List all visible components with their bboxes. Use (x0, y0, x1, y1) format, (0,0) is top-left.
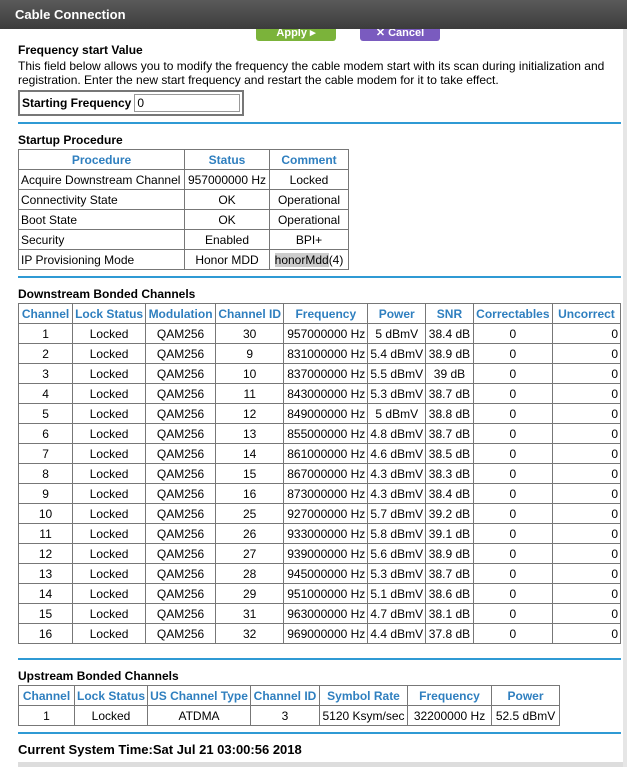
table-cell: 14 (216, 444, 284, 464)
table-cell: 4.7 dBmV (368, 604, 426, 624)
table-cell: 38.1 dB (426, 604, 474, 624)
table-row (19, 504, 621, 524)
table-cell: 4.3 dBmV (368, 484, 426, 504)
vertical-scrollbar[interactable] (623, 29, 627, 767)
table-cell: QAM256 (146, 444, 216, 464)
table-cell: 0 (473, 604, 552, 624)
table-cell: 0 (473, 524, 552, 544)
table-cell: Locked (73, 564, 146, 584)
table-cell: Locked (73, 484, 146, 504)
table-cell: 28 (216, 564, 284, 584)
table-row (19, 324, 621, 344)
table-cell: 4.6 dBmV (368, 444, 426, 464)
table-row (19, 230, 349, 250)
table-cell: OK (185, 210, 270, 230)
column-header: Symbol Rate (320, 686, 408, 706)
column-header: Channel (19, 304, 73, 324)
table-cell: 15 (216, 464, 284, 484)
table-cell: QAM256 (146, 364, 216, 384)
table-cell: 39 dB (426, 364, 474, 384)
table-cell: 0 (552, 544, 620, 564)
table-cell: 39.1 dB (426, 524, 474, 544)
table-cell: 867000000 Hz (284, 464, 368, 484)
table-cell: 0 (552, 624, 620, 644)
table-cell: 4 (19, 384, 73, 404)
table-cell: 0 (552, 584, 620, 604)
table-cell: 13 (19, 564, 73, 584)
table-cell: 9 (19, 484, 73, 504)
table-cell: 2 (19, 344, 73, 364)
table-cell: Locked (73, 604, 146, 624)
system-time (18, 742, 621, 757)
table-cell: 837000000 Hz (284, 364, 368, 384)
column-header: Channel ID (251, 686, 320, 706)
table-cell: 6 (19, 424, 73, 444)
table-cell: 5120 Ksym/sec (320, 706, 408, 726)
frequency-description: This field below allows you to modify the frequency the cable modem start with its scan during initialization and registration. Enter the new start frequency and restart the cable modem for it to take effect. (18, 59, 605, 87)
table-cell: 16 (19, 624, 73, 644)
column-header: Frequency (408, 686, 492, 706)
table-cell: 38.7 dB (426, 384, 474, 404)
table-cell: QAM256 (146, 324, 216, 344)
table-cell: QAM256 (146, 424, 216, 444)
table-cell: 5.3 dBmV (368, 564, 426, 584)
table-cell: 873000000 Hz (284, 484, 368, 504)
table-cell: 969000000 Hz (284, 624, 368, 644)
table-cell: 927000000 Hz (284, 504, 368, 524)
column-header: Channel ID (216, 304, 284, 324)
mode-code: (4) (328, 252, 344, 267)
column-header: Status (185, 150, 270, 170)
table-cell: 0 (473, 564, 552, 584)
table-cell: QAM256 (146, 484, 216, 504)
table-cell: 4.4 dBmV (368, 624, 426, 644)
column-header: Correctables (473, 304, 552, 324)
table-cell: 963000000 Hz (284, 604, 368, 624)
column-header: Lock Status (75, 686, 148, 706)
horizontal-scrollbar[interactable] (18, 762, 623, 767)
cancel-button[interactable]: ✕ Cancel (360, 29, 440, 41)
window-title: Cable Connection (0, 0, 627, 29)
table-cell: Locked (73, 584, 146, 604)
table-row (19, 344, 621, 364)
table-header-row (19, 686, 560, 706)
table-row (19, 464, 621, 484)
table-cell: 933000000 Hz (284, 524, 368, 544)
column-header: Power (492, 686, 560, 706)
starting-frequency-input[interactable] (134, 94, 240, 112)
highlighted-text: honorMdd (274, 252, 329, 267)
table-cell: 849000000 Hz (284, 404, 368, 424)
upstream-table (18, 685, 560, 726)
table-cell: 0 (552, 504, 620, 524)
table-cell: 38.9 dB (426, 544, 474, 564)
table-cell: QAM256 (146, 544, 216, 564)
table-row (19, 210, 349, 230)
table-row (19, 524, 621, 544)
table-cell: 0 (552, 444, 620, 464)
table-cell: OK (185, 190, 270, 210)
table-cell: 26 (216, 524, 284, 544)
table-cell: Locked (73, 344, 146, 364)
column-header: Lock Status (73, 304, 146, 324)
system-time-label: Current System Time: (18, 742, 153, 757)
table-cell: 0 (552, 424, 620, 444)
table-cell: QAM256 (146, 624, 216, 644)
table-cell: 3 (251, 706, 320, 726)
table-cell: ATDMA (148, 706, 251, 726)
column-header: SNR (426, 304, 474, 324)
table-row (19, 706, 560, 726)
table-cell: 38.4 dB (426, 484, 474, 504)
table-cell: 27 (216, 544, 284, 564)
table-cell: Enabled (185, 230, 270, 250)
table-cell: Acquire Downstream Channel (19, 170, 185, 190)
table-cell: Honor MDD (185, 250, 270, 270)
table-cell: 38.7 dB (426, 564, 474, 584)
table-cell: 0 (473, 344, 552, 364)
table-cell: 855000000 Hz (284, 424, 368, 444)
table-cell: 39.2 dB (426, 504, 474, 524)
table-cell: Locked (73, 624, 146, 644)
table-row (19, 250, 349, 270)
table-cell: Locked (73, 404, 146, 424)
table-cell: 0 (473, 504, 552, 524)
table-cell: 4.3 dBmV (368, 464, 426, 484)
table-cell: 0 (473, 404, 552, 424)
table-cell: Boot State (19, 210, 185, 230)
table-cell: 5.5 dBmV (368, 364, 426, 384)
table-cell: 0 (473, 364, 552, 384)
table-cell: 0 (473, 464, 552, 484)
table-cell: 31 (216, 604, 284, 624)
table-cell: 12 (19, 544, 73, 564)
table-cell: 5 dBmV (368, 324, 426, 344)
table-cell: 1 (19, 324, 73, 344)
table-cell: 5.1 dBmV (368, 584, 426, 604)
table-cell: 38.4 dB (426, 324, 474, 344)
table-cell: QAM256 (146, 584, 216, 604)
table-cell: 7 (19, 444, 73, 464)
upstream-heading: Upstream Bonded Channels (18, 669, 179, 683)
table-cell: IP Provisioning Mode (19, 250, 185, 270)
table-cell: 32 (216, 624, 284, 644)
table-cell: 5.8 dBmV (368, 524, 426, 544)
table-cell: 945000000 Hz (284, 564, 368, 584)
table-cell: QAM256 (146, 564, 216, 584)
table-cell: 10 (216, 364, 284, 384)
table-row (19, 564, 621, 584)
table-cell: 0 (552, 384, 620, 404)
table-cell: QAM256 (146, 464, 216, 484)
table-cell: 38.7 dB (426, 424, 474, 444)
table-cell: 0 (473, 624, 552, 644)
table-row (19, 384, 621, 404)
table-cell: 14 (19, 584, 73, 604)
table-cell: 861000000 Hz (284, 444, 368, 464)
table-cell: Locked (73, 524, 146, 544)
table-cell: 957000000 Hz (284, 324, 368, 344)
table-cell: 8 (19, 464, 73, 484)
column-header: Comment (270, 150, 349, 170)
table-cell: Locked (73, 444, 146, 464)
table-cell: Locked (270, 170, 349, 190)
starting-frequency-box (18, 90, 244, 116)
startup-table (18, 149, 349, 270)
table-cell: 0 (552, 464, 620, 484)
separator (18, 658, 621, 660)
table-cell: Locked (73, 364, 146, 384)
table-cell: 0 (552, 364, 620, 384)
table-cell: Locked (73, 384, 146, 404)
table-cell: 0 (473, 444, 552, 464)
table-cell: Locked (73, 544, 146, 564)
table-cell: 0 (473, 484, 552, 504)
table-cell: 0 (552, 484, 620, 504)
table-cell: 5.6 dBmV (368, 544, 426, 564)
table-cell: QAM256 (146, 604, 216, 624)
table-cell: 52.5 dBmV (492, 706, 560, 726)
table-cell: 16 (216, 484, 284, 504)
table-cell: 38.5 dB (426, 444, 474, 464)
table-cell: QAM256 (146, 524, 216, 544)
table-row (19, 404, 621, 424)
table-header-row (19, 304, 621, 324)
downstream-heading: Downstream Bonded Channels (18, 287, 196, 301)
table-cell (270, 250, 349, 270)
table-cell: 5.7 dBmV (368, 504, 426, 524)
table-cell: 11 (19, 524, 73, 544)
table-cell: 5.3 dBmV (368, 384, 426, 404)
table-cell: 29 (216, 584, 284, 604)
table-cell: 32200000 Hz (408, 706, 492, 726)
separator (18, 122, 621, 124)
table-cell: Operational (270, 190, 349, 210)
table-cell: 5.4 dBmV (368, 344, 426, 364)
table-cell: QAM256 (146, 384, 216, 404)
table-cell: Locked (73, 504, 146, 524)
table-cell: 15 (19, 604, 73, 624)
table-row (19, 170, 349, 190)
table-cell: 0 (552, 344, 620, 364)
column-header: Modulation (146, 304, 216, 324)
table-row (19, 364, 621, 384)
table-cell: 951000000 Hz (284, 584, 368, 604)
table-cell: 831000000 Hz (284, 344, 368, 364)
table-cell: 38.6 dB (426, 584, 474, 604)
table-cell: 30 (216, 324, 284, 344)
column-header: Uncorrect (552, 304, 620, 324)
table-cell: 0 (473, 424, 552, 444)
table-row (19, 190, 349, 210)
column-header: Channel (19, 686, 75, 706)
startup-heading: Startup Procedure (18, 133, 123, 147)
table-cell: QAM256 (146, 504, 216, 524)
column-header: Power (368, 304, 426, 324)
table-cell: Connectivity State (19, 190, 185, 210)
table-cell: 0 (473, 324, 552, 344)
table-cell: 25 (216, 504, 284, 524)
table-cell: 0 (552, 524, 620, 544)
table-cell: 0 (473, 544, 552, 564)
table-cell: Locked (73, 464, 146, 484)
system-time-value: Sat Jul 21 03:00:56 2018 (152, 742, 302, 757)
table-cell: 37.8 dB (426, 624, 474, 644)
table-cell: Operational (270, 210, 349, 230)
table-cell: 0 (552, 404, 620, 424)
main-content (18, 41, 621, 757)
table-row (19, 624, 621, 644)
table-cell: Locked (73, 324, 146, 344)
table-cell: 0 (552, 324, 620, 344)
table-cell: 0 (552, 604, 620, 624)
table-cell: BPI+ (270, 230, 349, 250)
table-cell: 939000000 Hz (284, 544, 368, 564)
table-cell: Locked (73, 424, 146, 444)
table-row (19, 484, 621, 504)
table-cell: 5 (19, 404, 73, 424)
table-cell: 0 (552, 564, 620, 584)
table-cell: 38.9 dB (426, 344, 474, 364)
starting-frequency-label: Starting Frequency (22, 96, 132, 110)
apply-button[interactable]: Apply ▸ (256, 29, 336, 41)
table-cell: QAM256 (146, 344, 216, 364)
column-header: Frequency (284, 304, 368, 324)
table-cell: Locked (75, 706, 148, 726)
table-row (19, 584, 621, 604)
table-cell: 843000000 Hz (284, 384, 368, 404)
downstream-table (18, 303, 621, 644)
column-header: Procedure (19, 150, 185, 170)
table-cell: 38.3 dB (426, 464, 474, 484)
table-cell: QAM256 (146, 404, 216, 424)
table-cell: 38.8 dB (426, 404, 474, 424)
separator (18, 276, 621, 278)
table-cell: 1 (19, 706, 75, 726)
separator (18, 732, 621, 734)
column-header: US Channel Type (148, 686, 251, 706)
table-row (19, 604, 621, 624)
table-cell: 13 (216, 424, 284, 444)
frequency-heading: Frequency start Value (18, 43, 143, 57)
table-row (19, 424, 621, 444)
table-cell: 4.8 dBmV (368, 424, 426, 444)
table-cell: 0 (473, 584, 552, 604)
table-cell: 957000000 Hz (185, 170, 270, 190)
table-header-row (19, 150, 349, 170)
table-cell: Security (19, 230, 185, 250)
table-cell: 12 (216, 404, 284, 424)
table-cell: 10 (19, 504, 73, 524)
table-cell: 9 (216, 344, 284, 364)
table-cell: 0 (473, 384, 552, 404)
table-cell: 5 dBmV (368, 404, 426, 424)
table-cell: 11 (216, 384, 284, 404)
table-row (19, 444, 621, 464)
table-row (19, 544, 621, 564)
table-cell: 3 (19, 364, 73, 384)
